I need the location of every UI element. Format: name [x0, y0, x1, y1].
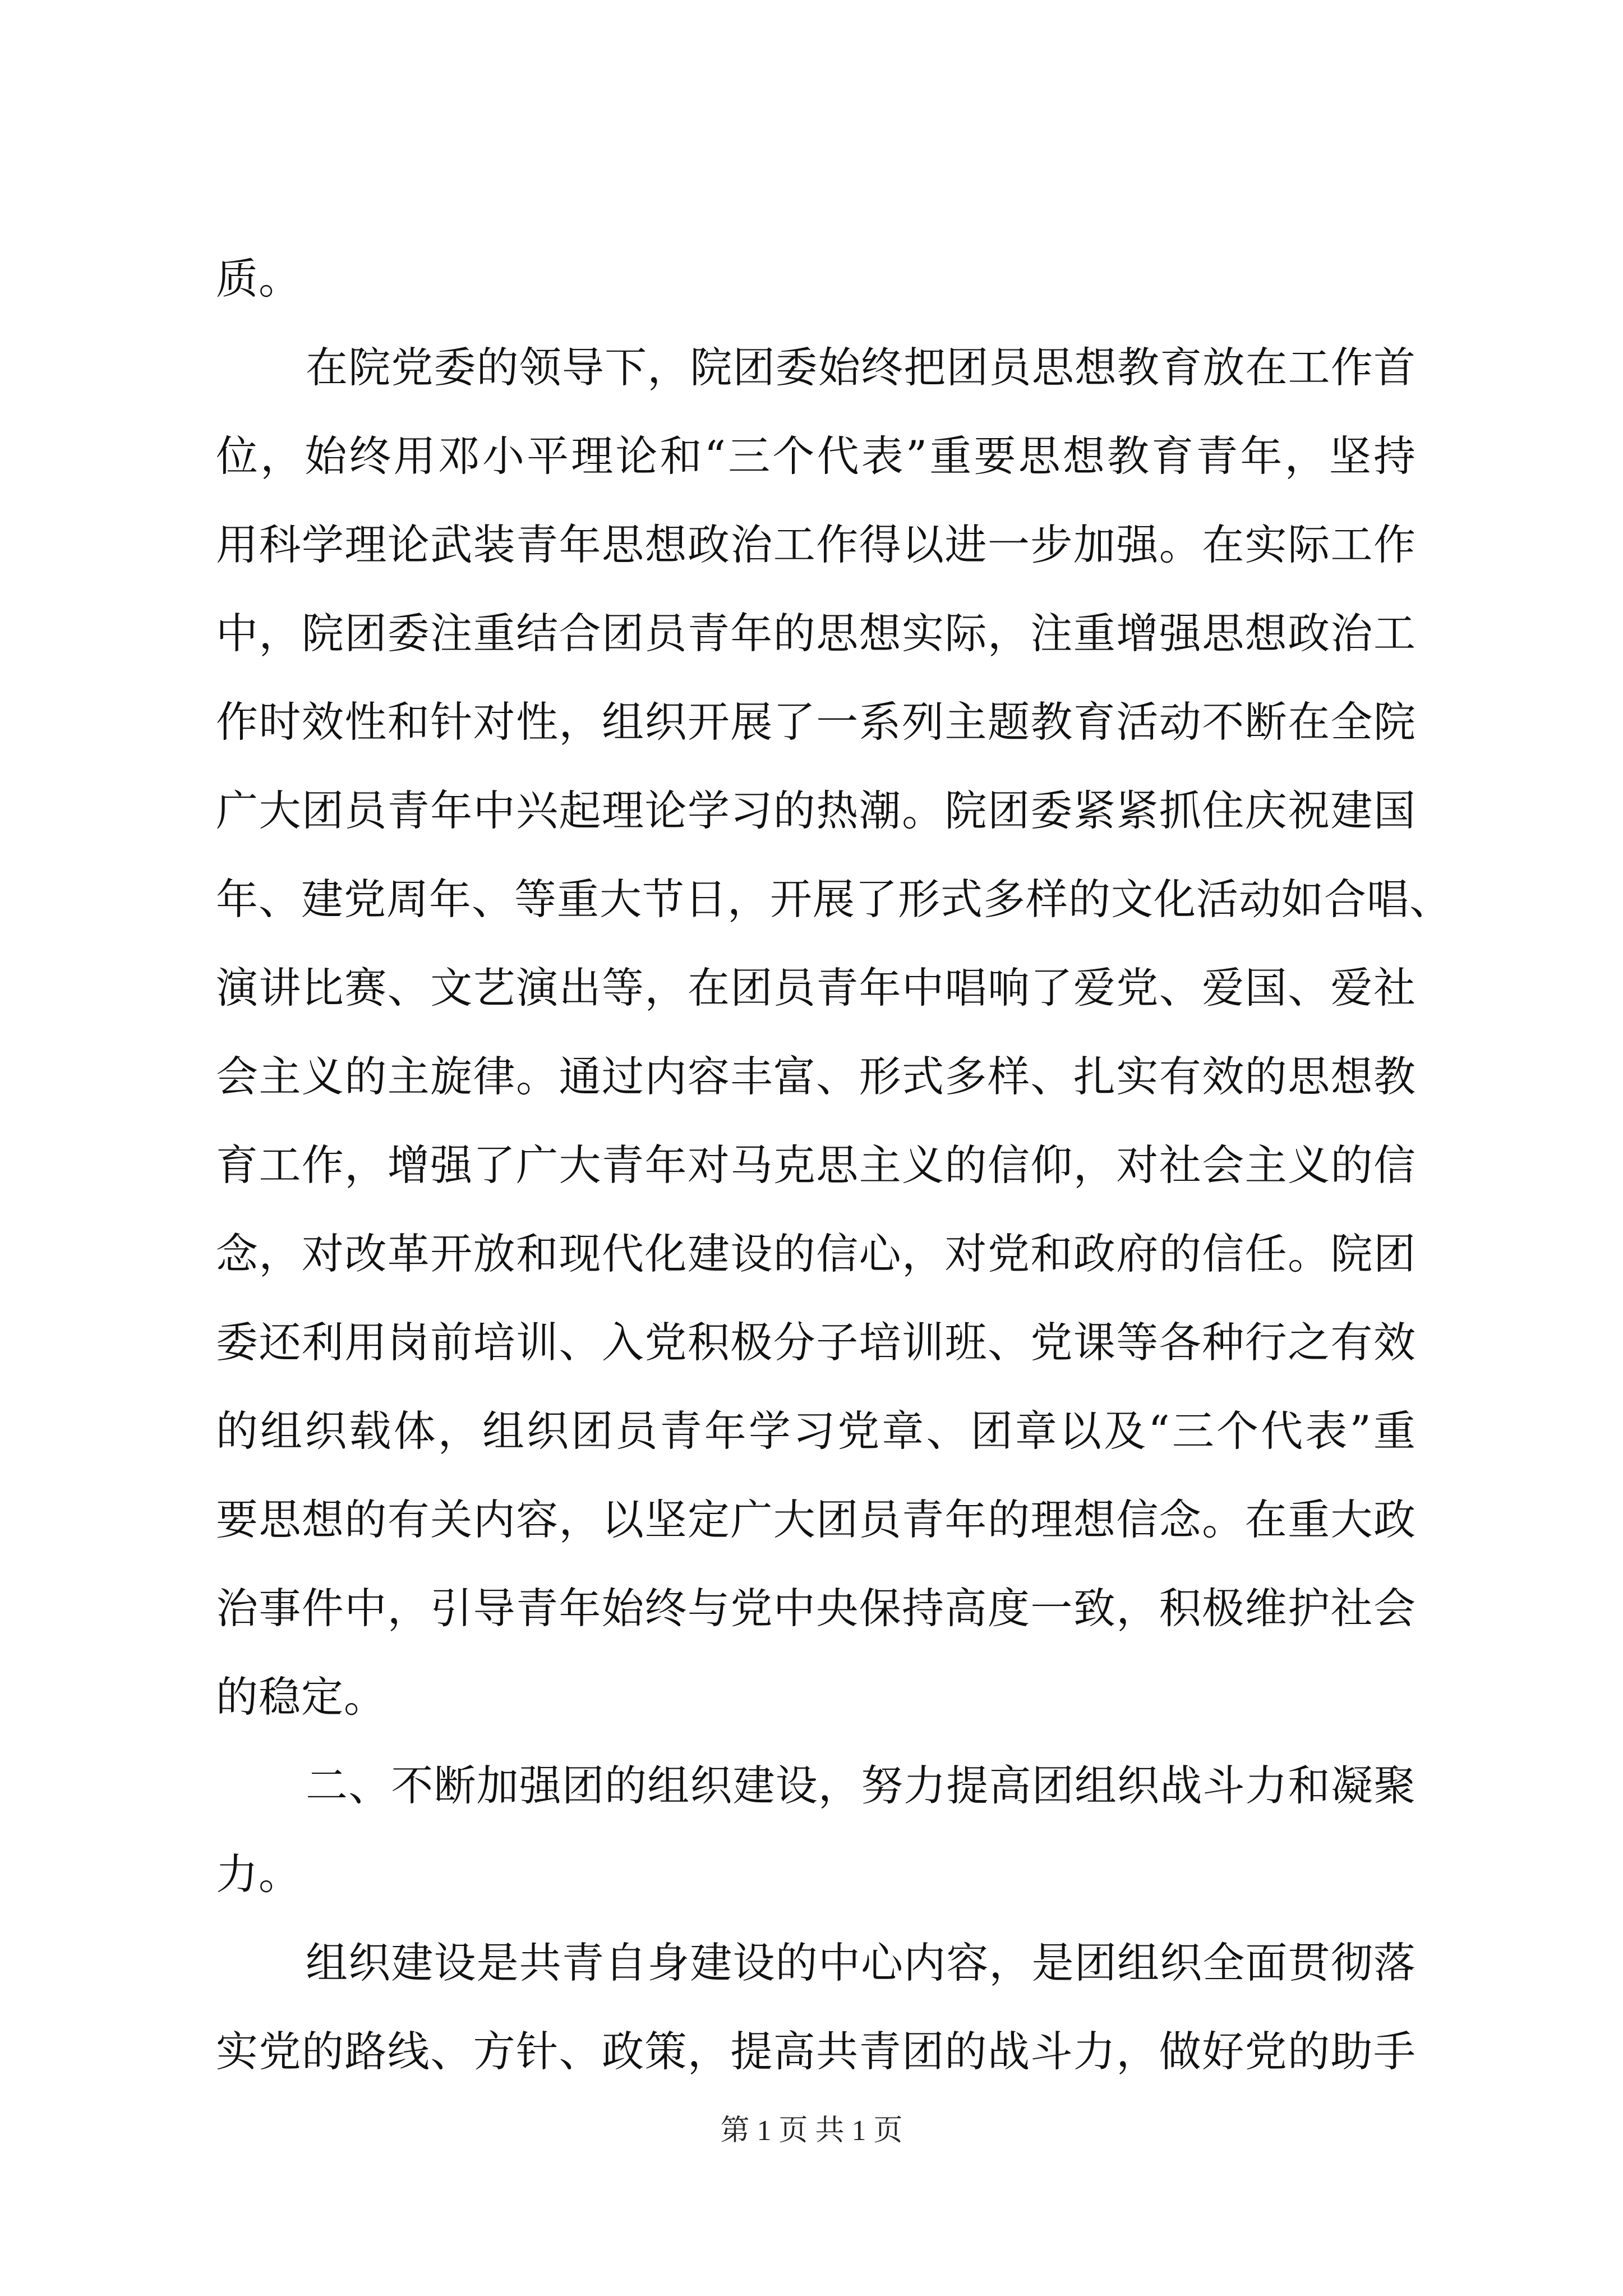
text-line: 实党的路线、方针、政策，提高共青团的战斗力，做好党的助手	[216, 2027, 1416, 2076]
text-line: 广大团员青年中兴起理论学习的热潮。院团委紧紧抓住庆祝建国	[216, 786, 1416, 835]
text-line: 质。	[216, 254, 302, 303]
text-line: 作时效性和针对性，组织开展了一系列主题教育活动不断在全院	[216, 697, 1416, 747]
text-line: 治事件中，引导青年始终与党中央保持高度一致，积极维护社会	[216, 1584, 1416, 1633]
text-line: 年、建党周年、等重大节日，开展了形式多样的文化活动如合唱、	[216, 875, 1453, 924]
text-line: 的稳定。	[216, 1672, 387, 1722]
text-line: 会主义的主旋律。通过内容丰富、形式多样、扎实有效的思想教	[216, 1052, 1416, 1101]
text-line: 在院党委的领导下，院团委始终把团员思想教育放在工作首	[306, 343, 1416, 392]
section-heading: 二、不断加强团的组织建设，努力提高团组织战斗力和凝聚	[306, 1761, 1416, 1810]
text-line: 育工作，增强了广大青年对马克思主义的信仰，对社会主义的信	[216, 1140, 1416, 1190]
section-heading-continuation: 力。	[216, 1849, 302, 1899]
text-line: 用科学理论武装青年思想政治工作得以进一步加强。在实际工作	[216, 520, 1416, 569]
document-body	[216, 234, 1453, 2096]
text-line: 演讲比赛、文艺演出等，在团员青年中唱响了爱党、爱国、爱社	[216, 963, 1416, 1013]
text-line: 要思想的有关内容，以坚定广大团员青年的理想信念。在重大政	[216, 1495, 1416, 1544]
text-line: 中，院团委注重结合团员青年的思想实际，注重增强思想政治工	[216, 609, 1416, 658]
text-line: 念，对改革开放和现代化建设的信心，对党和政府的信任。院团	[216, 1229, 1416, 1278]
text-line: 组织建设是共青自身建设的中心内容，是团组织全面贯彻落	[306, 1938, 1416, 1987]
text-line: 委还利用岗前培训、入党积极分子培训班、党课等各种行之有效	[216, 1318, 1416, 1367]
page-number-footer: 第 1 页 共 1 页	[720, 2115, 903, 2147]
text-line: 位，始终用邓小平理论和“三个代表”重要思想教育青年，坚持	[216, 431, 1416, 481]
text-line: 的组织载体，组织团员青年学习党章、团章以及“三个代表”重	[216, 1406, 1416, 1456]
